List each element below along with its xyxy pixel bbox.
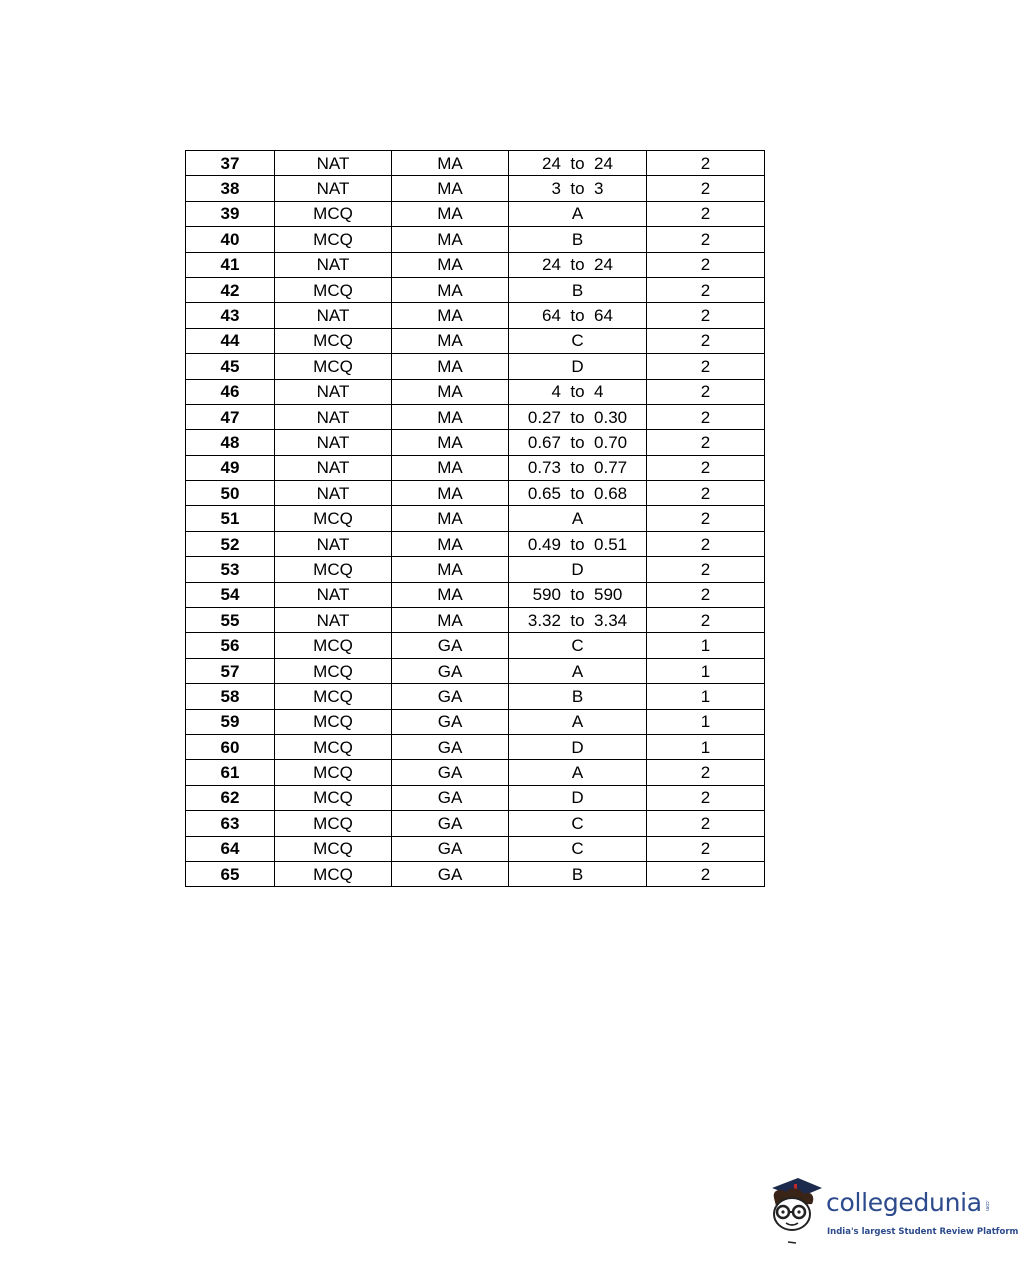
marks-cell: 2 [647,252,765,277]
marks-cell: 2 [647,861,765,886]
question-type-cell: MCQ [275,861,392,886]
table-row [186,811,765,836]
table-row [186,861,765,886]
question-number-cell: 52 [186,531,275,556]
answer-key-cell: D [509,354,647,379]
table-row [186,709,765,734]
marks-cell: 2 [647,481,765,506]
question-number-cell: 48 [186,430,275,455]
answer-key-cell: D [509,785,647,810]
section-cell: GA [392,861,509,886]
marks-cell: 1 [647,734,765,759]
question-number-cell: 56 [186,633,275,658]
answer-key-cell: D [509,734,647,759]
marks-cell: 2 [647,557,765,582]
question-type-cell: NAT [275,608,392,633]
question-number-cell: 60 [186,734,275,759]
answer-key-cell: 24 to 24 [509,252,647,277]
question-type-cell: MCQ [275,760,392,785]
question-number-cell: 45 [186,354,275,379]
table-row [186,582,765,607]
question-number-cell: 51 [186,506,275,531]
question-type-cell: NAT [275,176,392,201]
question-number-cell: 42 [186,277,275,302]
section-cell: MA [392,151,509,176]
question-type-cell: NAT [275,531,392,556]
question-number-cell: 47 [186,404,275,429]
answer-key-cell: A [509,709,647,734]
answer-key-cell: D [509,557,647,582]
question-number-cell: 64 [186,836,275,861]
answer-key-cell: A [509,201,647,226]
marks-cell: 2 [647,151,765,176]
answer-key-cell: A [509,760,647,785]
answer-key-cell: 3 to 3 [509,176,647,201]
marks-cell: 1 [647,633,765,658]
question-number-cell: 53 [186,557,275,582]
question-type-cell: MCQ [275,354,392,379]
table-row [186,658,765,683]
marks-cell: 2 [647,506,765,531]
marks-cell: 2 [647,455,765,480]
brand-tagline: India's largest Student Review Platform [827,1227,1019,1237]
table-row [186,506,765,531]
marks-cell: 1 [647,684,765,709]
question-type-cell: MCQ [275,328,392,353]
question-type-cell: MCQ [275,557,392,582]
section-cell: MA [392,354,509,379]
question-type-cell: NAT [275,404,392,429]
section-cell: MA [392,201,509,226]
question-type-cell: MCQ [275,658,392,683]
table-row [186,633,765,658]
section-cell: GA [392,709,509,734]
marks-cell: 2 [647,785,765,810]
marks-cell: 2 [647,404,765,429]
answer-key-cell: 0.73 to 0.77 [509,455,647,480]
marks-cell: 2 [647,811,765,836]
question-number-cell: 59 [186,709,275,734]
table-row [186,404,765,429]
answer-key-cell: C [509,811,647,836]
question-number-cell: 46 [186,379,275,404]
question-type-cell: MCQ [275,633,392,658]
section-cell: GA [392,785,509,810]
answer-key-table [185,150,765,887]
answer-key-cell: B [509,227,647,252]
section-cell: MA [392,404,509,429]
question-type-cell: MCQ [275,785,392,810]
marks-cell: 2 [647,303,765,328]
question-type-cell: MCQ [275,734,392,759]
graduate-mascot-icon [766,1176,824,1246]
answer-key-cell: 590 to 590 [509,582,647,607]
question-number-cell: 65 [186,861,275,886]
answer-key-cell: 0.27 to 0.30 [509,404,647,429]
section-cell: MA [392,176,509,201]
marks-cell: 2 [647,227,765,252]
section-cell: MA [392,328,509,353]
answer-key-cell: A [509,658,647,683]
question-number-cell: 39 [186,201,275,226]
question-type-cell: MCQ [275,506,392,531]
table-row [186,379,765,404]
question-type-cell: MCQ [275,201,392,226]
question-number-cell: 55 [186,608,275,633]
question-number-cell: 49 [186,455,275,480]
section-cell: GA [392,633,509,658]
marks-cell: 2 [647,760,765,785]
answer-key-cell: 24 to 24 [509,151,647,176]
question-type-cell: NAT [275,303,392,328]
collegedunia-logo [766,1176,1019,1248]
question-type-cell: NAT [275,252,392,277]
marks-cell: 2 [647,176,765,201]
answer-key-cell: B [509,684,647,709]
answer-key-cell: 0.49 to 0.51 [509,531,647,556]
answer-key-cell: 3.32 to 3.34 [509,608,647,633]
section-cell: GA [392,836,509,861]
section-cell: GA [392,658,509,683]
section-cell: MA [392,430,509,455]
question-type-cell: MCQ [275,684,392,709]
table-row [186,201,765,226]
table-row [186,303,765,328]
section-cell: GA [392,734,509,759]
question-type-cell: NAT [275,151,392,176]
section-cell: MA [392,252,509,277]
section-cell: GA [392,684,509,709]
marks-cell: 2 [647,201,765,226]
question-type-cell: MCQ [275,811,392,836]
marks-cell: 2 [647,328,765,353]
section-cell: MA [392,379,509,404]
question-type-cell: NAT [275,582,392,607]
section-cell: MA [392,582,509,607]
question-type-cell: NAT [275,379,392,404]
question-number-cell: 38 [186,176,275,201]
question-type-cell: MCQ [275,836,392,861]
section-cell: MA [392,303,509,328]
table-row [186,430,765,455]
table-row [186,481,765,506]
table-row [186,455,765,480]
question-number-cell: 62 [186,785,275,810]
question-number-cell: 58 [186,684,275,709]
section-cell: GA [392,811,509,836]
section-cell: GA [392,760,509,785]
table-row [186,151,765,176]
marks-cell: 1 [647,709,765,734]
section-cell: MA [392,557,509,582]
table-row [186,531,765,556]
answer-key-cell: 0.65 to 0.68 [509,481,647,506]
section-cell: MA [392,455,509,480]
marks-cell: 2 [647,836,765,861]
table-row [186,227,765,252]
marks-cell: 2 [647,531,765,556]
question-number-cell: 63 [186,811,275,836]
marks-cell: 2 [647,354,765,379]
answer-key-cell: B [509,861,647,886]
question-type-cell: MCQ [275,277,392,302]
section-cell: MA [392,227,509,252]
marks-cell: 2 [647,608,765,633]
table-row [186,252,765,277]
marks-cell: 2 [647,430,765,455]
question-number-cell: 61 [186,760,275,785]
marks-cell: 1 [647,658,765,683]
section-cell: MA [392,481,509,506]
question-number-cell: 54 [186,582,275,607]
table-row [186,836,765,861]
answer-key-cell: C [509,328,647,353]
brand-name: collegedunia [826,1188,982,1217]
answer-key-cell: C [509,836,647,861]
marks-cell: 2 [647,379,765,404]
answer-key-cell: 0.67 to 0.70 [509,430,647,455]
question-type-cell: MCQ [275,709,392,734]
answer-key-cell: C [509,633,647,658]
answer-key-cell: 64 to 64 [509,303,647,328]
table-row [186,277,765,302]
table-row [186,684,765,709]
table-row [186,608,765,633]
question-number-cell: 50 [186,481,275,506]
question-number-cell: 43 [186,303,275,328]
section-cell: MA [392,608,509,633]
question-number-cell: 40 [186,227,275,252]
question-number-cell: 41 [186,252,275,277]
question-type-cell: NAT [275,430,392,455]
question-type-cell: MCQ [275,227,392,252]
marks-cell: 2 [647,582,765,607]
question-number-cell: 37 [186,151,275,176]
question-type-cell: NAT [275,455,392,480]
table-row [186,557,765,582]
section-cell: MA [392,506,509,531]
table-row [186,734,765,759]
answer-key-body [186,151,765,887]
section-cell: MA [392,531,509,556]
answer-key-cell: A [509,506,647,531]
table-row [186,354,765,379]
answer-key-cell: 4 to 4 [509,379,647,404]
question-number-cell: 44 [186,328,275,353]
table-row [186,785,765,810]
marks-cell: 2 [647,277,765,302]
question-type-cell: NAT [275,481,392,506]
brand-domain-suffix: .com [984,1200,990,1211]
table-row [186,176,765,201]
section-cell: MA [392,277,509,302]
table-row [186,760,765,785]
answer-key-cell: B [509,277,647,302]
table-row [186,328,765,353]
question-number-cell: 57 [186,658,275,683]
